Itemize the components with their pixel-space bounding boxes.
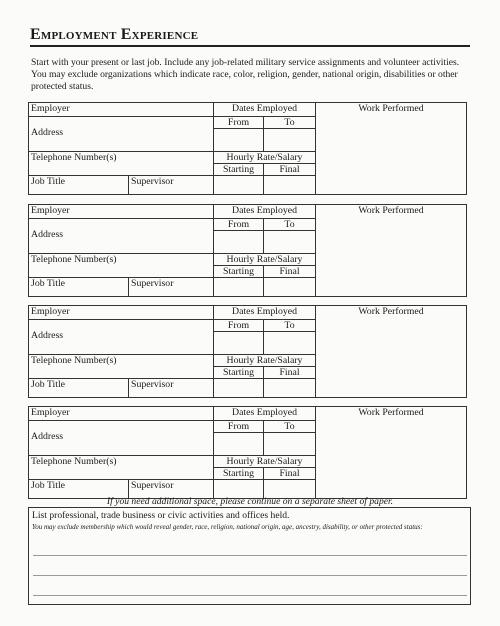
supervisor-field[interactable]: [129, 176, 214, 195]
employer-label: Employer: [31, 407, 70, 418]
address-label: Address: [31, 431, 64, 442]
to-header: To: [264, 320, 316, 332]
final-salary-field[interactable]: [264, 176, 316, 195]
writing-line[interactable]: [33, 595, 467, 596]
final-salary-field[interactable]: [264, 278, 316, 297]
additional-space-note: If you need additional space, please continue on a separate sheet of paper.: [106, 496, 394, 507]
to-header: To: [264, 421, 316, 433]
professional-activities-box[interactable]: [28, 507, 471, 605]
telephone-label: Telephone Number(s): [31, 254, 117, 265]
supervisor-field[interactable]: [129, 379, 214, 398]
to-date-field[interactable]: [264, 433, 316, 456]
starting-header: Starting: [214, 367, 264, 379]
telephone-label: Telephone Number(s): [31, 152, 117, 163]
from-header: From: [214, 219, 264, 231]
from-date-field[interactable]: [214, 129, 264, 152]
supervisor-label: Supervisor: [131, 480, 174, 491]
address-field[interactable]: [29, 421, 214, 456]
dates-employed-header: Dates Employed: [214, 103, 316, 117]
work-performed-field[interactable]: [316, 407, 467, 499]
hourly-rate-header: Hourly Rate/Salary: [214, 152, 316, 164]
employer-block: [28, 204, 466, 294]
work-performed-label: Work Performed: [358, 205, 424, 216]
title-underline: [30, 45, 470, 47]
dates-employed-header: Dates Employed: [214, 205, 316, 219]
supervisor-field[interactable]: [129, 278, 214, 297]
work-performed-field[interactable]: [316, 306, 467, 398]
telephone-label: Telephone Number(s): [31, 456, 117, 467]
from-header: From: [214, 117, 264, 129]
address-field[interactable]: [29, 219, 214, 254]
address-label: Address: [31, 229, 64, 240]
starting-salary-field[interactable]: [214, 278, 264, 297]
to-header: To: [264, 117, 316, 129]
professional-activities-heading: List professional, trade business or civic activities and offices held.: [32, 510, 290, 521]
from-date-field[interactable]: [214, 231, 264, 254]
employer-label: Employer: [31, 103, 70, 114]
job-title-field[interactable]: [29, 379, 129, 398]
employer-block: [28, 406, 466, 496]
telephone-field[interactable]: [29, 152, 214, 176]
to-date-field[interactable]: [264, 332, 316, 355]
dates-employed-header: Dates Employed: [214, 306, 316, 320]
telephone-field[interactable]: [29, 254, 214, 278]
starting-salary-field[interactable]: [214, 379, 264, 398]
final-header: Final: [264, 164, 316, 176]
employer-field[interactable]: [29, 205, 214, 219]
employer-label: Employer: [31, 205, 70, 216]
job-title-label: Job Title: [31, 480, 66, 491]
work-performed-label: Work Performed: [358, 407, 424, 418]
telephone-field[interactable]: [29, 456, 214, 480]
address-field[interactable]: [29, 117, 214, 152]
final-header: Final: [264, 468, 316, 480]
from-date-field[interactable]: [214, 332, 264, 355]
supervisor-label: Supervisor: [131, 278, 174, 289]
final-salary-field[interactable]: [264, 379, 316, 398]
to-date-field[interactable]: [264, 231, 316, 254]
professional-activities-note: You may exclude membership which would reveal gender, race, religion, national origin, age, ancestry, disability, or other protected status:: [32, 523, 423, 531]
employer-block: [28, 102, 466, 192]
employer-field[interactable]: [29, 407, 214, 421]
employer-block: [28, 305, 466, 395]
supervisor-label: Supervisor: [131, 379, 174, 390]
final-header: Final: [264, 367, 316, 379]
from-date-field[interactable]: [214, 433, 264, 456]
supervisor-label: Supervisor: [131, 176, 174, 187]
employer-label: Employer: [31, 306, 70, 317]
writing-line[interactable]: [33, 575, 467, 576]
job-title-label: Job Title: [31, 278, 66, 289]
work-performed-field[interactable]: [316, 103, 467, 195]
telephone-field[interactable]: [29, 355, 214, 379]
hourly-rate-header: Hourly Rate/Salary: [214, 254, 316, 266]
work-performed-label: Work Performed: [358, 306, 424, 317]
from-header: From: [214, 320, 264, 332]
work-performed-field[interactable]: [316, 205, 467, 297]
dates-employed-header: Dates Employed: [214, 407, 316, 421]
job-title-label: Job Title: [31, 176, 66, 187]
page-title: Employment Experience: [30, 26, 199, 43]
from-header: From: [214, 421, 264, 433]
telephone-label: Telephone Number(s): [31, 355, 117, 366]
instructions-text: Start with your present or last job. Include any job-related military service assignments and volunteer activities. You may exclude organizations which indicate race, color, religion, gender, national origin, disabilities or other protected status.: [31, 57, 460, 93]
job-title-label: Job Title: [31, 379, 66, 390]
work-performed-label: Work Performed: [358, 103, 424, 114]
employer-field[interactable]: [29, 306, 214, 320]
starting-header: Starting: [214, 266, 264, 278]
starting-header: Starting: [214, 164, 264, 176]
to-date-field[interactable]: [264, 129, 316, 152]
hourly-rate-header: Hourly Rate/Salary: [214, 355, 316, 367]
job-title-field[interactable]: [29, 176, 129, 195]
address-label: Address: [31, 127, 64, 138]
to-header: To: [264, 219, 316, 231]
final-header: Final: [264, 266, 316, 278]
starting-salary-field[interactable]: [214, 176, 264, 195]
employer-field[interactable]: [29, 103, 214, 117]
address-label: Address: [31, 330, 64, 341]
job-title-field[interactable]: [29, 278, 129, 297]
writing-line[interactable]: [33, 555, 467, 556]
address-field[interactable]: [29, 320, 214, 355]
starting-header: Starting: [214, 468, 264, 480]
hourly-rate-header: Hourly Rate/Salary: [214, 456, 316, 468]
